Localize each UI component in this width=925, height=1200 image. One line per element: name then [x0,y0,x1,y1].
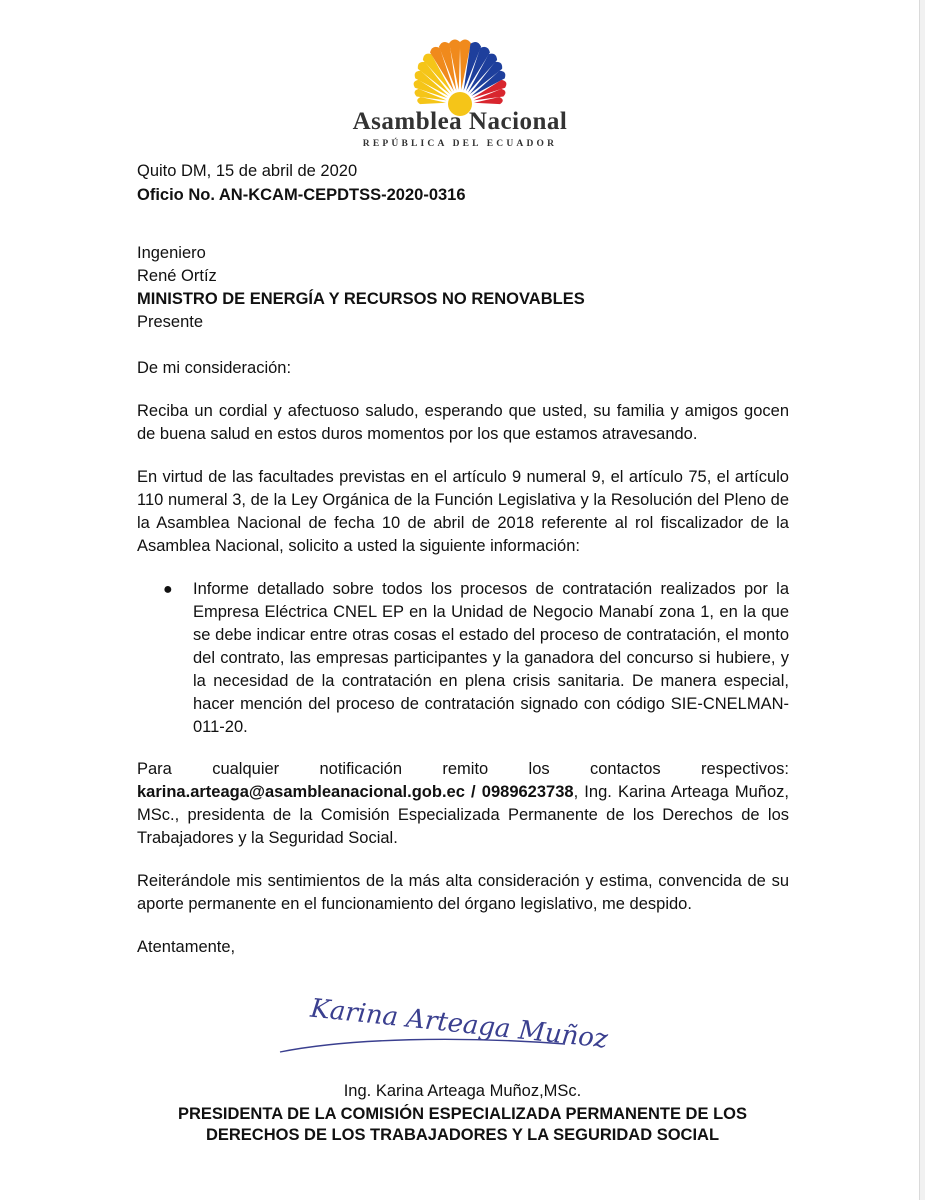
paragraph-farewell: Reiterándole mis sentimientos de la más alta consideración y estima, convencida de su aporte permanente en el funcionamiento del órgano legislativo, me despido. [137,872,789,913]
contact-rest: , Ing. Karina Arteaga Muñoz, MSc., presidenta de la Comisión Especializada Permanente de los Derechos de los Trabajadores y la Seguridad Social. [137,783,789,847]
recipient-presente: Presente [137,313,204,331]
bullet-icon: ● [163,581,173,598]
bullet-item: Informe detallado sobre todos los procesos de contratación realizados por la Empresa Eléctrica CNEL EP en la Unidad de Negocio Manabí zona 1, en la que se debe indicar entre otras cosas el estado del proceso de contratación, el monto del contrato, las empresas participantes y la ganadora del concurso si hubiere, y la necesidad de la contratación en plena crisis sanitaria. De manera especial, hacer mención del proceso de contratación signado con código SIE-CNELMAN-011-20. [193,580,789,736]
asamblea-logo [330,36,590,149]
paragraph-request: En virtud de las facultades previstas en el artículo 9 numeral 9, el artículo 75, el artículo 110 numeral 3, de la Ley Orgánica de la Función Legislativa y la Resolución del Pleno de la Asamblea Nacional de fecha 10 de abril de 2018 referente al rol fiscalizador de la Asamblea Nacional, solicito a usted la siguiente información: [137,468,789,555]
salutation: De mi consideración: [137,359,292,377]
oficio-reference: Oficio No. AN-KCAM-CEPDTSS-2020-0316 [137,186,466,204]
contact-email-phone: karina.arteaga@asambleanacional.gob.ec / 0989623738 [137,783,574,801]
closing: Atentamente, [137,938,236,956]
signer-title-line2: DERECHOS DE LOS TRABAJADORES Y LA SEGURIDAD SOCIAL [205,1126,720,1144]
handwritten-signature [270,980,610,1060]
sun-emblem-icon [388,36,532,108]
recipient-position: MINISTRO DE ENERGÍA Y RECURSOS NO RENOVABLES [137,290,585,308]
place-date: Quito DM, 15 de abril de 2020 [137,162,358,180]
signature-script: Karina Arteaga Muñoz [309,993,610,1055]
signer-title-line1: PRESIDENTA DE LA COMISIÓN ESPECIALIZADA PERMANENTE DE LOS [178,1105,747,1123]
signer-name: Ing. Karina Arteaga Muñoz,MSc. [343,1082,582,1100]
contact-intro: Para cualquier notificación remito los contactos respectivos: [137,760,789,778]
logo-org-name: Asamblea Nacional [352,108,568,135]
recipient-title: Ingeniero [137,244,206,262]
recipient-name: René Ortíz [137,267,217,285]
paragraph-greeting: Reciba un cordial y afectuoso saludo, esperando que usted, su familia y amigos gocen de buena salud en estos duros momentos por los que estamos atravesando. [137,402,789,443]
paragraph-contact [137,758,789,850]
logo-org-subtitle: REPÚBLICA DEL ECUADOR [362,139,558,149]
